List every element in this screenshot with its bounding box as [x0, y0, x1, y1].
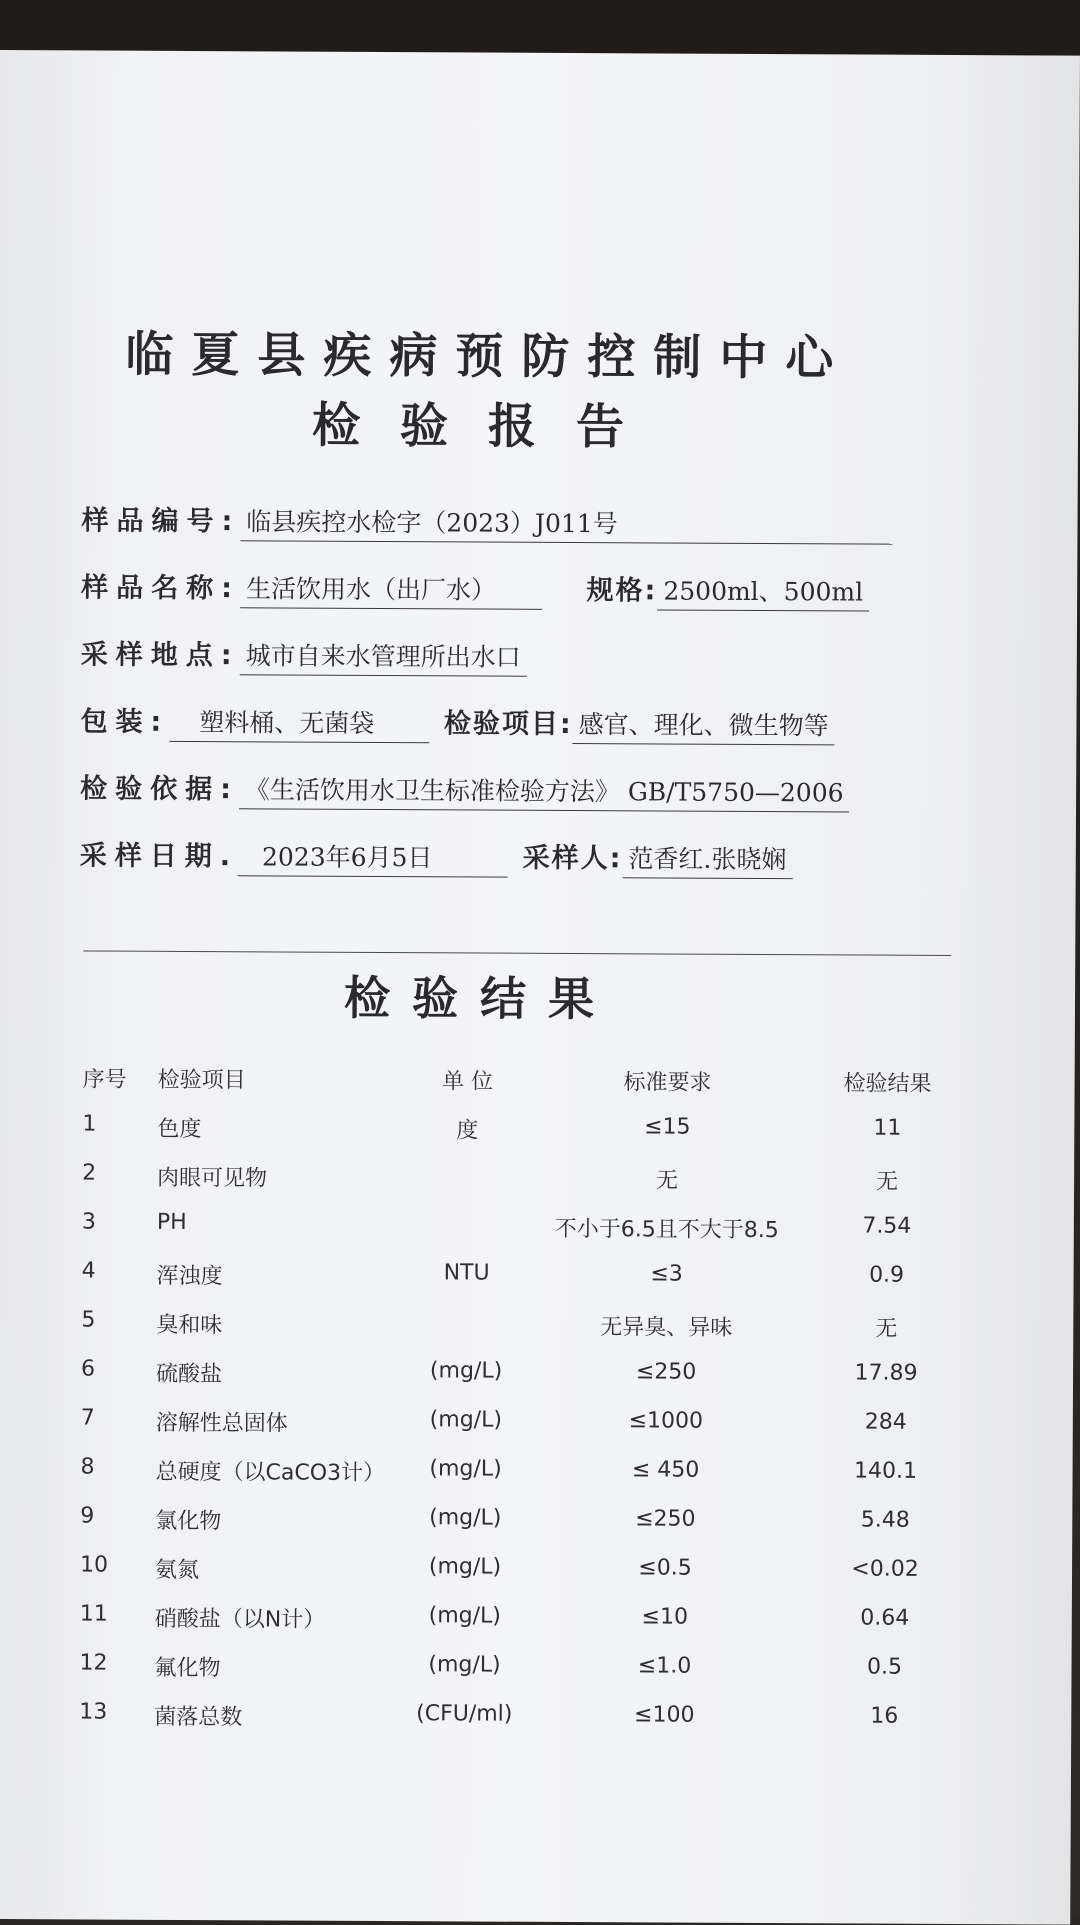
date-label: 采样日期. [79, 840, 239, 873]
date-row [80, 833, 793, 879]
location-row [81, 632, 527, 676]
table-row [81, 1405, 961, 1459]
cell-standard: ≤0.5 [638, 1555, 692, 1581]
cell-standard: ≤ 450 [631, 1457, 700, 1483]
cell-no: 11 [79, 1601, 108, 1627]
cell-no: 3 [81, 1209, 96, 1235]
sample-number-row [81, 498, 892, 544]
report-sheet [0, 50, 1080, 1925]
cell-unit: 度 [456, 1118, 479, 1144]
cell-result: 无 [875, 1316, 898, 1342]
cell-no: 6 [81, 1356, 96, 1382]
cell-unit: (mg/L) [428, 1652, 501, 1678]
cell-no: 12 [79, 1650, 108, 1676]
cell-item: 色度 [157, 1116, 202, 1143]
header-no: 序号 [82, 1067, 127, 1093]
table-row [79, 1650, 959, 1704]
table-row [79, 1699, 959, 1753]
cell-item: 氯化物 [155, 1508, 222, 1535]
header-unit: 单 位 [442, 1069, 494, 1095]
cell-item: 菌落总数 [154, 1704, 243, 1731]
cell-unit: (mg/L) [429, 1407, 503, 1433]
basis-row [80, 766, 850, 812]
cell-no: 8 [80, 1454, 95, 1480]
section-divider [83, 950, 951, 956]
cell-result: 5.48 [860, 1507, 910, 1533]
table-row [80, 1601, 960, 1655]
cell-item: 氟化物 [154, 1655, 221, 1682]
cell-standard: 无异臭、异味 [600, 1315, 733, 1341]
packaging-label: 包装: [80, 706, 170, 738]
header-standard: 标准要求 [623, 1070, 712, 1096]
cell-no: 7 [80, 1405, 95, 1431]
test-items-value: 感官、理化、微生物等 [573, 705, 835, 745]
cell-unit [412, 1211, 522, 1212]
results-table [79, 1062, 963, 1753]
header-result: 检验结果 [843, 1071, 932, 1097]
cell-standard: ≤1000 [628, 1408, 704, 1434]
table-row [82, 1160, 962, 1214]
table-row [80, 1552, 960, 1606]
cell-unit: NTU [443, 1260, 490, 1286]
table-row [81, 1258, 961, 1312]
cell-item: 总硬度（以CaCO3计） [155, 1459, 386, 1487]
cell-unit: (mg/L) [429, 1505, 502, 1531]
location-label: 采样地点: [80, 639, 240, 672]
cell-unit: (CFU/ml) [416, 1701, 513, 1727]
cell-unit: (mg/L) [428, 1554, 502, 1580]
spec-label: 规格: [586, 575, 658, 607]
table-row [81, 1307, 961, 1361]
sampler-value: 范香红.张晓娴 [622, 839, 792, 879]
cell-result: 11 [873, 1115, 902, 1141]
cell-standard: ≤1.0 [637, 1653, 692, 1679]
table-row [80, 1454, 960, 1508]
table-row [81, 1356, 961, 1410]
sample-name-row [81, 565, 869, 611]
cell-standard: ≤100 [634, 1702, 695, 1728]
sample-number-value: 临县疾控水检字（2023）J011号 [240, 502, 892, 544]
cell-no: 1 [82, 1111, 97, 1137]
table-header-row [82, 1062, 962, 1116]
test-items-label: 检验项目: [443, 708, 573, 741]
cell-item: 硫酸盐 [156, 1361, 223, 1388]
cell-standard: 不小于6.5且不大于8.5 [554, 1216, 779, 1244]
cell-result: 17.89 [854, 1360, 918, 1386]
cell-result: 140.1 [854, 1458, 918, 1484]
cell-unit [411, 1309, 521, 1310]
table-row [82, 1111, 962, 1165]
header-item: 检验项目 [157, 1067, 246, 1094]
table-body [79, 1111, 962, 1753]
table-row [80, 1503, 960, 1557]
sampler-label: 采样人: [522, 842, 623, 875]
cell-unit [412, 1162, 522, 1163]
packaging-value: 塑料桶、无菌袋 [169, 703, 429, 743]
cell-standard: ≤250 [635, 1359, 697, 1385]
cell-result: 7.54 [862, 1213, 912, 1239]
cell-unit: (mg/L) [428, 1603, 501, 1629]
date-value: 2023年6月5日 [238, 837, 508, 877]
sample-number-label: 样品编号: [81, 505, 241, 538]
cell-no: 4 [81, 1258, 96, 1284]
organization-title: 临夏县疾病预防控制中心 [125, 326, 852, 387]
cell-standard: 无 [656, 1168, 679, 1194]
table-row [82, 1209, 962, 1263]
cell-standard: ≤250 [635, 1506, 696, 1532]
cell-result: 0.9 [869, 1262, 905, 1288]
cell-result: 0.5 [866, 1654, 903, 1680]
cell-result: 284 [864, 1409, 907, 1435]
cell-item: 氨氮 [154, 1557, 200, 1584]
packaging-row [80, 699, 834, 745]
cell-item: 溶解性总固体 [155, 1410, 288, 1437]
cell-unit: (mg/L) [429, 1456, 502, 1482]
spec-value: 2500ml、500ml [657, 571, 869, 611]
cell-result: 0.64 [860, 1605, 910, 1631]
basis-label: 检验依据: [80, 773, 240, 806]
cell-item: 浑浊度 [156, 1263, 223, 1290]
cell-no: 5 [81, 1307, 96, 1333]
cell-no: 10 [80, 1552, 109, 1578]
cell-no: 9 [80, 1503, 95, 1529]
location-value: 城市自来水管理所出水口 [240, 636, 527, 677]
cell-item: 硝酸盐（以N计） [154, 1606, 326, 1633]
cell-no: 2 [82, 1160, 97, 1186]
cell-item: 臭和味 [156, 1312, 223, 1339]
cell-result: <0.02 [851, 1556, 919, 1582]
cell-result: 无 [876, 1169, 899, 1195]
sample-name-label: 样品名称: [81, 572, 241, 605]
cell-result: 16 [870, 1703, 899, 1729]
cell-standard: ≤10 [641, 1604, 689, 1630]
cell-item: 肉眼可见物 [157, 1165, 268, 1192]
results-title: 检验结果 [343, 970, 617, 1027]
cell-standard: ≤15 [644, 1114, 691, 1140]
cell-standard: ≤3 [650, 1261, 683, 1287]
cell-no: 13 [79, 1699, 108, 1725]
cell-item: PH [156, 1209, 187, 1235]
sample-name-value: 生活饮用水（出厂水） [240, 569, 542, 610]
cell-unit: (mg/L) [429, 1358, 503, 1384]
basis-value: 《生活饮用水卫生标准检验方法》 GB/T5750—2006 [239, 770, 850, 812]
report-title: 检验报告 [311, 397, 665, 456]
